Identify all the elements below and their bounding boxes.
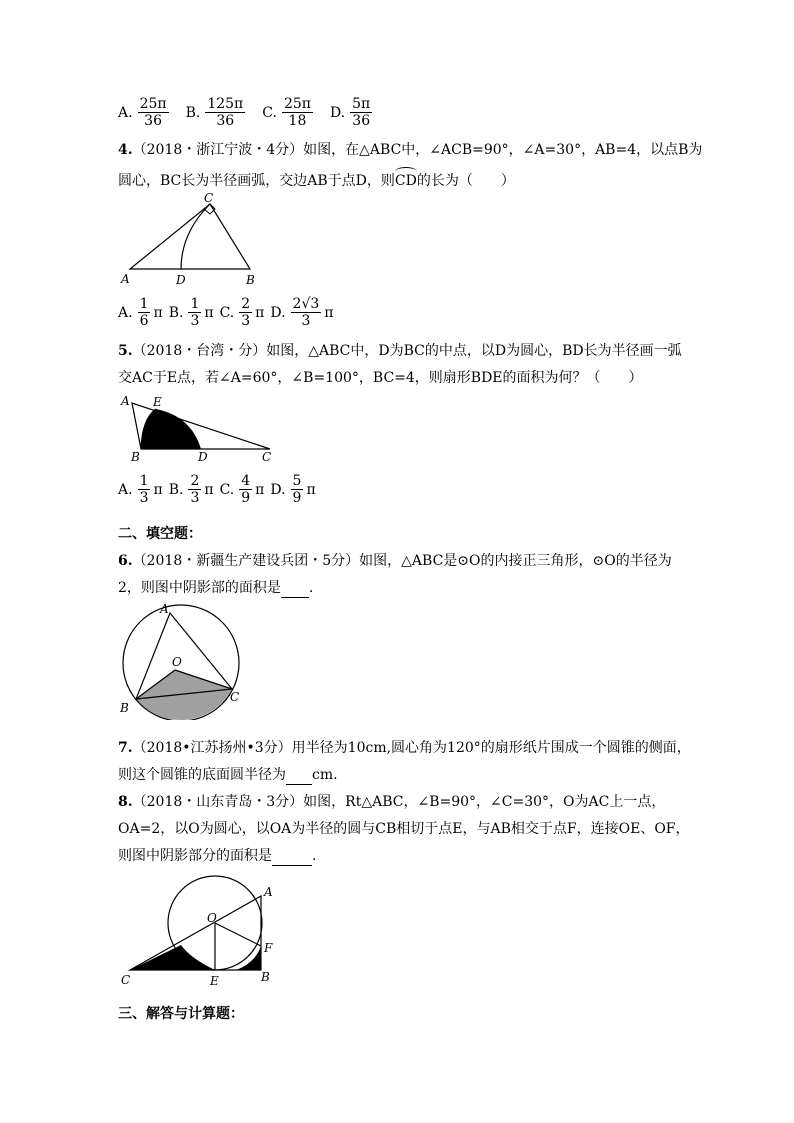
label-b: B — [131, 450, 140, 464]
q5-figure — [118, 391, 278, 466]
q4-line-2: 圆心，BC长为半径画弧，交边AB于点D，则CD的长为（ ） — [118, 173, 515, 189]
fraction-denominator: 9 — [292, 490, 302, 506]
fraction-denominator: 6 — [139, 313, 149, 329]
q4-line-1: 4.（2018・浙江宁波・4分）如图，在△ABC中，∠ACB=90°，∠A=30°，AB=4，以点B为 — [118, 142, 703, 158]
segment-of — [215, 923, 261, 946]
q5-line-1: 5.（2018・台湾・分）如图，△ABC中，D为BC的中点，以D为圆心，BD长为半径画一弧 — [118, 343, 682, 359]
q8-line-2: OA=2，以O为圆心，以OA为半径的圆与CB相切于点E，与AB相交于点F，连接OE、OF， — [118, 821, 690, 837]
arc-cd — [181, 204, 210, 269]
label-c: C — [121, 973, 131, 987]
q6-line-1: 6.（2018・新疆生产建设兵团・5分）如图，△ABC是⊙O的内接正三角形，⊙O的半径为 — [118, 553, 672, 569]
answer-blank — [272, 847, 312, 866]
fraction-denominator: 9 — [241, 490, 251, 506]
q3-option-c: C. $\frac{25\pi}{18}$ — [262, 96, 311, 129]
section-heading-fill-in: 二、填空题： — [118, 526, 202, 542]
q4-option-a: A. $\frac{1}{6}$ π — [118, 296, 163, 329]
q3-option-d: D. $\frac{5\pi}{36}$ — [329, 96, 371, 129]
fraction-numerator: 1 — [139, 473, 149, 489]
question-number: 6. — [118, 553, 133, 569]
fraction-denominator: 3 — [190, 490, 200, 506]
label-b: B — [246, 273, 255, 287]
q3-option-b: B. $\frac{125\pi}{36}$ — [185, 96, 244, 129]
label-a: A — [121, 394, 130, 408]
fraction-numerator: 2√3 — [292, 296, 320, 312]
label-d: D — [176, 273, 186, 287]
label-f: F — [264, 941, 273, 955]
q5-line-2: 交AC于E点，若∠A=60°，∠B=100°，BC=4，则扇形BDE的面积为何？（ ） — [118, 370, 643, 386]
fraction-denominator: 3 — [139, 490, 149, 506]
q7-line-1: 7.（2018•江苏扬州•3分）用半径为10cm,圆心角为120°的扇形纸片围成一个圆锥的侧面， — [118, 740, 691, 756]
q5-option-c: C. $\frac{4}{9}$ π — [219, 473, 265, 506]
label-c: C — [230, 690, 240, 704]
fraction-numerator: 25π — [283, 96, 311, 112]
label-b: B — [120, 701, 129, 715]
arc-notation: CD — [394, 173, 417, 189]
fraction-numerator: 4 — [241, 473, 251, 489]
q5-options — [118, 473, 322, 506]
fraction-numerator: 5 — [292, 473, 302, 489]
fraction-numerator: 5π — [352, 96, 371, 112]
fraction-numerator: 1 — [139, 296, 149, 312]
q6-figure — [117, 600, 247, 720]
label-c: C — [262, 450, 272, 464]
shaded-region-right — [236, 946, 261, 970]
q4-figure — [118, 193, 273, 288]
label-c: C — [204, 193, 214, 205]
fraction-denominator: 3 — [241, 313, 251, 329]
shaded-region-left — [130, 945, 215, 970]
fraction-numerator: 125π — [207, 96, 244, 112]
label-a: A — [160, 602, 169, 616]
q4-option-d: D. $\frac{2√3}{3}$ π — [270, 296, 334, 329]
q5-option-b: B. $\frac{2}{3}$ π — [168, 473, 214, 506]
fraction-numerator: 1 — [190, 296, 200, 312]
fraction-denominator: 36 — [144, 113, 162, 129]
fraction-numerator: 2 — [190, 473, 200, 489]
q8-line-1: 8.（2018・山东青岛・3分）如图，Rt△ABC，∠B=90°，∠C=30°，O为AC上一点， — [118, 794, 666, 810]
q6-line-2: 2，则图中阴影部的面积是 . — [118, 580, 314, 596]
question-number: 4. — [118, 142, 133, 158]
label-e: E — [153, 395, 162, 409]
label-d: D — [198, 450, 208, 464]
q4-options — [118, 296, 340, 329]
triangle-abc — [130, 204, 250, 269]
q3-options — [118, 96, 375, 129]
fraction-denominator: 3 — [301, 313, 311, 329]
fraction-denominator: 18 — [288, 113, 307, 129]
q3-option-a: A. $\frac{25\pi}{36}$ — [118, 96, 167, 129]
answer-blank — [281, 579, 309, 598]
question-number: 7. — [118, 740, 133, 756]
fraction-numerator: 25π — [139, 96, 167, 112]
label-e: E — [210, 974, 219, 988]
answer-blank — [286, 766, 312, 785]
q4-option-b: B. $\frac{1}{3}$ π — [168, 296, 214, 329]
q5-option-a: A. $\frac{1}{3}$ π — [118, 473, 163, 506]
label-a: A — [264, 885, 273, 899]
label-a: A — [121, 272, 130, 286]
question-number: 5. — [118, 343, 133, 359]
fraction-denominator: 36 — [216, 113, 235, 129]
q8-figure — [118, 868, 278, 993]
fraction-denominator: 36 — [352, 113, 371, 129]
q8-line-3: 则图中阴影部分的面积是 . — [118, 848, 317, 864]
fraction-denominator: 3 — [190, 313, 200, 329]
q5-option-d: D. $\frac{5}{9}$ π — [270, 473, 316, 506]
label-o: O — [172, 655, 182, 669]
label-b: B — [261, 970, 270, 984]
q7-line-2: 则这个圆锥的底面圆半径为 cm. — [118, 767, 338, 783]
label-o: O — [207, 911, 217, 925]
q4-option-c: C. $\frac{2}{3}$ π — [219, 296, 265, 329]
section-heading-solve: 三、解答与计算题： — [118, 1006, 244, 1022]
question-number: 8. — [118, 794, 133, 810]
fraction-numerator: 2 — [241, 296, 251, 312]
